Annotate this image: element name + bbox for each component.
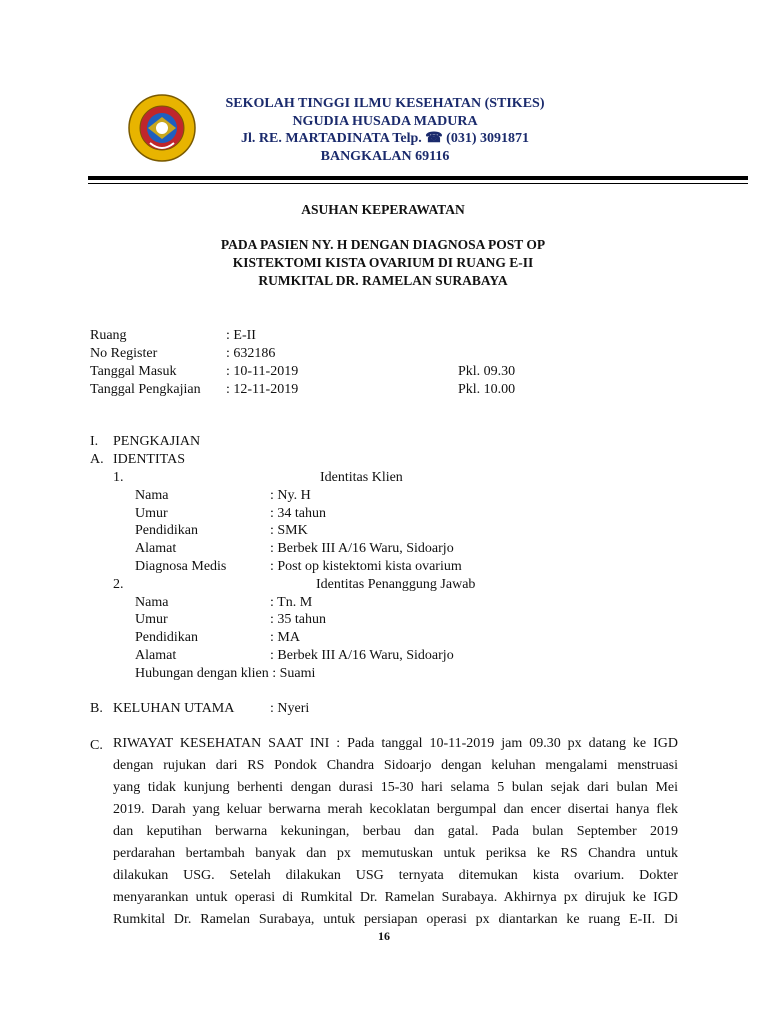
paragraph-line: dengan rujukan dari RS Pondok Chandra Sidoarjo dengan keluhan mengalami menstruasi [113, 758, 678, 773]
section-b-title: KELUHAN UTAMA [113, 701, 235, 716]
section-b-num: B. [90, 701, 103, 716]
penanggung-value-alamat: : Berbek III A/16 Waru, Sidoarjo [270, 648, 454, 663]
section-c-paragraph [113, 733, 678, 931]
section-b-value: : Nyeri [270, 701, 310, 716]
paragraph-line: yang tidak kunjung berhenti dengan durasi 15-30 hari selama 5 bulan sejak dari bulan Mei [113, 780, 678, 795]
doc-subtitle-2: KISTEKTOMI KISTA OVARIUM DI RUANG E-II [232, 255, 534, 270]
klien-label-diagnosa: Diagnosa Medis [135, 559, 227, 574]
header-line-4: BANGKALAN 69116 [320, 149, 450, 164]
penanggung-value-umur: : 35 tahun [270, 612, 326, 627]
info-label-register: No Register [90, 346, 158, 361]
klien-label-alamat: Alamat [135, 541, 177, 556]
paragraph-line: menyarankan untuk operasi di Rumkital Dr. Ramelan Surabaya. Akhirnya px dirujuk ke IGD [113, 890, 678, 905]
info-label-tanggal-masuk: Tanggal Masuk [90, 364, 177, 379]
info-value-ruang: : E-II [226, 328, 256, 343]
klien-value-diagnosa: : Post op kistektomi kista ovarium [270, 559, 462, 574]
section-a-title: IDENTITAS [113, 452, 185, 467]
paragraph-line: 2019. Darah yang keluar berwarna merah kecoklatan bergumpal dan encer disertai hanya flek [113, 802, 678, 817]
header-line-2: NGUDIA HUSADA MADURA [292, 114, 478, 129]
info-label-ruang: Ruang [90, 328, 127, 343]
penanggung-label-nama: Nama [135, 595, 169, 610]
info-time-masuk: Pkl. 09.30 [458, 364, 516, 379]
penanggung-title: Identitas Penanggung Jawab [316, 577, 476, 592]
doc-subtitle-3: RUMKITAL DR. RAMELAN SURABAYA [258, 273, 508, 288]
header-line-1: SEKOLAH TINGGI ILMU KESEHATAN (STIKES) [225, 96, 545, 111]
penanggung-value-pendidikan: : MA [270, 630, 300, 645]
header-line-3: Jl. RE. MARTADINATA Telp. ☎ (031) 3091871 [240, 131, 530, 146]
klien-value-nama: : Ny. H [270, 488, 311, 503]
paragraph-line: dilakukan USG. Setelah dilakukan USG ternyata ditemukan kista ovarium. Dokter [113, 868, 678, 883]
paragraph-line: Rumkital Dr. Ramelan Surabaya, untuk persiapan operasi px diantarkan ke ruang E-II. Di [113, 912, 678, 927]
section-1-num: I. [90, 434, 99, 449]
section-1-title: PENGKAJIAN [113, 434, 201, 449]
page-number: 16 [378, 929, 390, 943]
klien-num: 1. [113, 470, 124, 485]
penanggung-label-pendidikan: Pendidikan [135, 630, 198, 645]
klien-label-pendidikan: Pendidikan [135, 523, 198, 538]
penanggung-num: 2. [113, 577, 124, 592]
doc-title: ASUHAN KEPERAWATAN [301, 202, 465, 217]
doc-subtitle-1: PADA PASIEN NY. H DENGAN DIAGNOSA POST OP [220, 237, 546, 252]
klien-label-umur: Umur [135, 506, 168, 521]
penanggung-label-umur: Umur [135, 612, 168, 627]
header-rule-thin [88, 183, 748, 184]
klien-value-alamat: : Berbek III A/16 Waru, Sidoarjo [270, 541, 454, 556]
info-label-tanggal-pengkajian: Tanggal Pengkajian [90, 382, 201, 397]
penanggung-label-alamat: Alamat [135, 648, 177, 663]
paragraph-line: RIWAYAT KESEHATAN SAAT INI : Pada tanggal 10-11-2019 jam 09.30 px datang ke IGD [113, 736, 678, 751]
section-c-num: C. [90, 738, 103, 753]
penanggung-hubungan: Hubungan dengan klien : Suami [135, 666, 316, 681]
info-time-pengkajian: Pkl. 10.00 [458, 382, 516, 397]
klien-title: Identitas Klien [320, 470, 403, 485]
info-value-tanggal-masuk: : 10-11-2019 [226, 364, 299, 379]
section-a-num: A. [90, 452, 104, 467]
info-value-register: : 632186 [226, 346, 276, 361]
stikes-logo [128, 93, 196, 163]
klien-value-umur: : 34 tahun [270, 506, 326, 521]
header-rule-thick [88, 176, 748, 180]
paragraph-line: perdarahan bertambah banyak dan px memutuskan untuk periksa ke RS Chandra untuk [113, 846, 678, 861]
klien-value-pendidikan: : SMK [270, 523, 308, 538]
penanggung-value-nama: : Tn. M [270, 595, 313, 610]
info-value-tanggal-pengkajian: : 12-11-2019 [226, 382, 299, 397]
klien-label-nama: Nama [135, 488, 169, 503]
paragraph-line: dan keputihan berwarna kekuningan, berbau dan gatal. Pada bulan September 2019 [113, 824, 678, 839]
